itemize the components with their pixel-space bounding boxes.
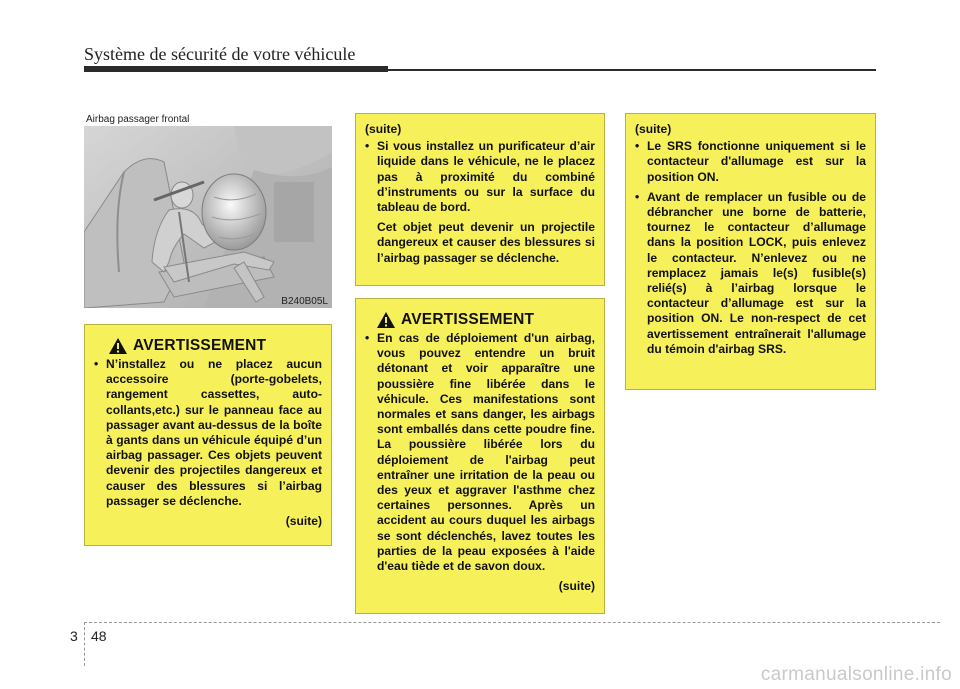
suite-label: (suite)	[635, 122, 672, 136]
airbag-drawing	[84, 112, 332, 308]
warning-header	[365, 311, 595, 329]
warning-triangle-icon	[376, 311, 396, 329]
warning-title: AVERTISSEMENT	[401, 311, 535, 329]
warning-triangle-icon	[108, 337, 128, 355]
figure-code: B240B05L	[281, 296, 328, 307]
srs-bullet-ignition: • Le SRS fonctionne uniquement si le contacteur d'allumage est sur la position ON.	[635, 139, 866, 185]
footer-divider	[84, 622, 940, 623]
srs-bullet-fuse: • Avant de remplacer un fusible ou de débrancher une borne de batterie, tournez le contacteur d’allumage dans la position LOCK, puis enlevez le contacteur. N’enlevez ou ne remplacez jamais le(s) fusible(s) relié(s) à l’airbag lorsque le contacteur d’allumage est sur la position ON. Le non-respect de cet avertissement entraînerait l'allumage du témoin d'airbag SRS.	[635, 190, 866, 357]
continued-box-srs	[625, 113, 876, 390]
page-number: 48	[91, 628, 107, 644]
warning-title: AVERTISSEMENT	[133, 337, 267, 355]
suite-label: (suite)	[365, 122, 402, 136]
deployment-bullet: • En cas de déploiement d'un airbag, vous pouvez entendre un bruit détonant et voir apparaître une poussière fine libérée dans le véhicule. Ces manifestations sont normales et sans danger, les airbags sont emballés dans cette poudre fine. La poussière libérée lors du déploiement de l'airbag peut entraîner une irritation de la peau ou des yeux et aggraver l'asthme chez certaines personnes. Après un accident au cours duquel les airbags se sont déclenchés, lavez toutes les parties de la peau exposées à l'aide d'eau tiède et de savon doux.	[365, 331, 595, 574]
warning-header	[94, 337, 322, 355]
watermark: carmanualsonline.info	[760, 664, 952, 685]
warning-box-passenger-panel	[84, 324, 332, 546]
purifier-paragraph: Cet objet peut devenir un projectile dangereux et causer des blessures si l’airbag passager se déclenche.	[377, 220, 595, 265]
footer-vertical-divider	[84, 622, 85, 666]
airbag-illustration	[84, 112, 332, 308]
page-header-title: Système de sécurité de votre véhicule	[84, 44, 356, 64]
header-bar-thick	[84, 66, 388, 72]
figure-caption: Airbag passager frontal	[86, 114, 190, 125]
purifier-bullet: • Si vous installez un purificateur d’air liquide dans le véhicule, ne le placez pas à proximité du combiné d’instruments ou sur la surface du tableau de bord.	[365, 139, 595, 215]
continued-box-purifier	[355, 113, 605, 286]
chapter-number: 3	[70, 628, 78, 644]
warning-box-deployment	[355, 298, 605, 614]
suite-label: (suite)	[285, 514, 322, 529]
suite-label: (suite)	[558, 579, 595, 594]
warning-bullet: • N’installez ou ne placez aucun accessoire (porte-gobelets, rangement cassettes, auto-collants,etc.) sur le panneau face au passager avant au-dessus de la boîte à gants dans un véhicule équipé d’un airbag passager. Ces objets peuvent devenir des projectiles dangereux et causer des blessures si l’airbag passager se déclenche.	[94, 357, 322, 509]
header-bar-thin	[388, 69, 876, 71]
